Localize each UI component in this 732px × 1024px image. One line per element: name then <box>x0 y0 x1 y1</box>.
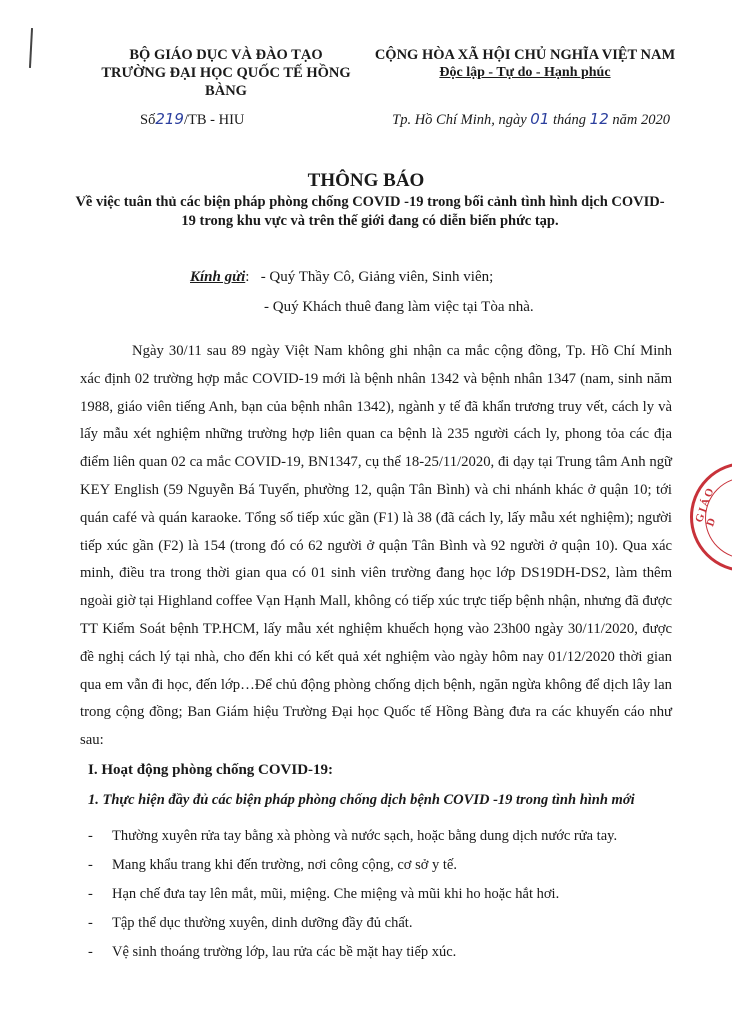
document-date <box>360 110 670 129</box>
measures-list <box>88 822 688 967</box>
date-month: 12 <box>589 110 609 128</box>
national-header <box>360 46 690 82</box>
list-item <box>88 822 688 851</box>
doc-number-prefix: Số <box>140 112 156 128</box>
list-item-text: Hạn chế đưa tay lên mắt, mũi, miệng. Che miệng và mũi khi ho hoặc hắt hơi. <box>112 886 560 902</box>
list-item <box>88 851 688 880</box>
section-subheading: 1. Thực hiện đầy đủ các biện pháp phòng chống dịch bệnh COVID -19 trong tình hình mới <box>88 792 635 808</box>
issuer-header <box>82 46 370 100</box>
list-item <box>88 880 688 909</box>
document-number <box>140 110 244 129</box>
body-paragraph: Ngày 30/11 sau 89 ngày Việt Nam không ghi nhận ca mắc cộng đồng, Tp. Hồ Chí Minh xác định 02 trường hợp mắc COVID-19 mới là bệnh nhân 1342 và bệnh nhân 1347 (nam, sinh năm 1988, giáo viên tiếng Anh, bạn của bệnh nhân 1342), ngành y tế đã khẩn trương truy vết, cách ly và lấy mẫu xét nghiệm những trường hợp liên quan ca bệnh là 235 người cách ly, phong tỏa các địa điểm liên quan 02 ca mắc COVID-19, BN1347, cụ thể 18-25/11/2020, đi dạy tại Trung tâm Anh ngữ KEY English (59 Nguyễn Bá Tuyển, phường 12, quận Tân Bình) và chi nhánh khác ở quận 10; tới quán café và quán karaoke. Tổng số tiếp xúc gần (F1) là 38 (đã cách ly, lấy mẫu xét nghiệm); người tiếp xúc gần (F2) là 154 (trong đó có 62 người ở quận Tân Bình và 92 người ở quận 10). Qua xác minh, điều tra trong thời gian qua có 01 sinh viên trường đang học lớp DS19DH-DS2, làm thêm ngoài giờ tại Highland coffee Vạn Hạnh Mall, không có tiếp xúc trực tiếp bệnh nhận, nhưng đã được TT Kiểm Soát bệnh TP.HCM, lấy mẫu xét nghiệm khuếch họng vào 23h00 ngày 30/11/2020, được đề nghị cách lý tại nhà, cho đến khi có kết quả xét nghiệm vào ngày hôm nay 01/12/2020 thời gian qua em vẫn đi học, đến lớp…Để chủ động phòng chống dịch bệnh, ngăn ngừa không để dịch lây lan trong cộng đồng; Ban Giám hiệu Trường Đại học Quốc tế Hồng Bàng đưa ra các khuyến cáo như sau: <box>80 343 672 749</box>
list-item-text: Tập thể dục thường xuyên, dinh dưỡng đầy đủ chất. <box>112 915 413 931</box>
document-subtitle: Về việc tuân thủ các biện pháp phòng chống COVID -19 trong bối cảnh tình hình dịch COVID-19 trong khu vực và trên thế giới đang có diễn biến phức tạp. <box>75 194 665 229</box>
list-item <box>88 909 688 938</box>
recipients-label: Kính gửi <box>190 269 246 285</box>
section-heading: I. Hoạt động phòng chống COVID-19: <box>88 762 334 778</box>
bullet-dash: - <box>88 857 93 873</box>
bullet-dash: - <box>88 886 93 902</box>
recipients-colon: : <box>245 269 250 285</box>
date-day: 01 <box>530 110 550 128</box>
list-item-text: Vệ sinh thoáng trường lớp, lau rửa các bề mặt hay tiếp xúc. <box>112 944 457 960</box>
bullet-dash: - <box>88 828 93 844</box>
recipient-item: - Quý Thầy Cô, Giảng viên, Sinh viên; <box>260 269 494 285</box>
list-item-text: Thường xuyên rửa tay bằng xà phòng và nước sạch, hoặc bằng dung dịch nước rửa tay. <box>112 828 618 844</box>
bullet-dash: - <box>88 915 93 931</box>
recipients-block <box>190 262 534 322</box>
nation-name: CỘNG HÒA XÃ HỘI CHỦ NGHĨA VIỆT NAM <box>374 47 676 63</box>
doc-number-suffix: /TB - HIU <box>183 112 245 128</box>
date-prefix: Tp. Hồ Chí Minh, ngày <box>392 112 527 128</box>
date-year: năm 2020 <box>612 112 670 128</box>
national-motto: Độc lập - Tự do - Hạnh phúc <box>439 65 611 80</box>
university-name: TRƯỜNG ĐẠI HỌC QUỐC TẾ HỒNG BÀNG <box>101 65 351 99</box>
list-item-text: Mang khẩu trang khi đến trường, nơi công cộng, cơ sở y tế. <box>112 857 457 873</box>
date-month-label: tháng <box>553 112 587 128</box>
margin-pen-mark <box>29 28 33 68</box>
document-title: THÔNG BÁO <box>307 170 425 191</box>
ministry-name: BỘ GIÁO DỤC VÀ ĐÀO TẠO <box>129 47 323 63</box>
bullet-dash: - <box>88 944 93 960</box>
stamp-text: GIÁO D <box>693 484 719 529</box>
doc-number-handwritten: 219 <box>155 110 184 128</box>
list-item <box>88 938 688 967</box>
recipient-item: - Quý Khách thuê đang làm việc tại Tòa nhà. <box>264 299 534 315</box>
